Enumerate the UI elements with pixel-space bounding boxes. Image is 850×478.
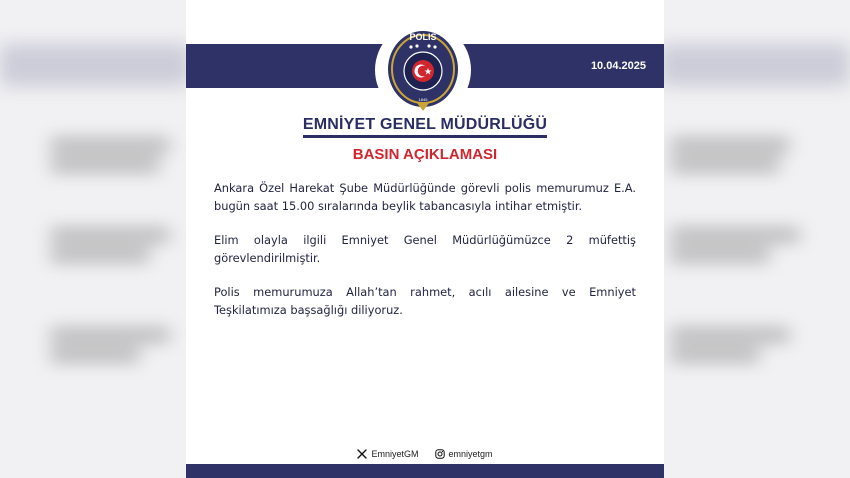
svg-text:1845: 1845 xyxy=(418,97,428,102)
social-footer xyxy=(186,449,664,459)
page-title: EMNİYET GENEL MÜDÜRLÜĞÜ xyxy=(186,116,664,138)
paragraph: Ankara Özel Harekat Şube Müdürlüğünde görevli polis memurumuz E.A. bugün saat 15.00 sıralarında beylik tabancasıyla intihar etmiştir. xyxy=(214,181,636,213)
footer-band xyxy=(186,464,664,478)
release-date: 10.04.2025 xyxy=(590,60,646,72)
paragraph: Polis memurumuza Allah’tan rahmet, acılı ailesine ve Emniyet Teşkilatımıza başsağlığı diliyoruz. xyxy=(214,285,636,317)
police-badge xyxy=(375,22,471,118)
statement-body xyxy=(214,180,636,336)
x-handle: EmniyetGM xyxy=(371,449,419,459)
page-subtitle: BASIN AÇIKLAMASI xyxy=(352,146,498,163)
blurred-background-left xyxy=(0,0,190,478)
paragraph: Elim olayla ilgili Emniyet Genel Müdürlüğümüzce 2 müfettiş görevlendirilmiştir. xyxy=(214,233,636,265)
instagram-handle: emniyetgm xyxy=(448,449,493,459)
press-release-card xyxy=(186,0,664,478)
x-logo-icon xyxy=(357,449,367,459)
svg-text:POLIS: POLIS xyxy=(409,32,437,42)
instagram-icon xyxy=(435,449,445,459)
police-badge-icon xyxy=(381,25,465,115)
blurred-background-right xyxy=(660,0,850,478)
x-account[interactable] xyxy=(357,449,418,459)
instagram-account[interactable] xyxy=(435,449,493,459)
